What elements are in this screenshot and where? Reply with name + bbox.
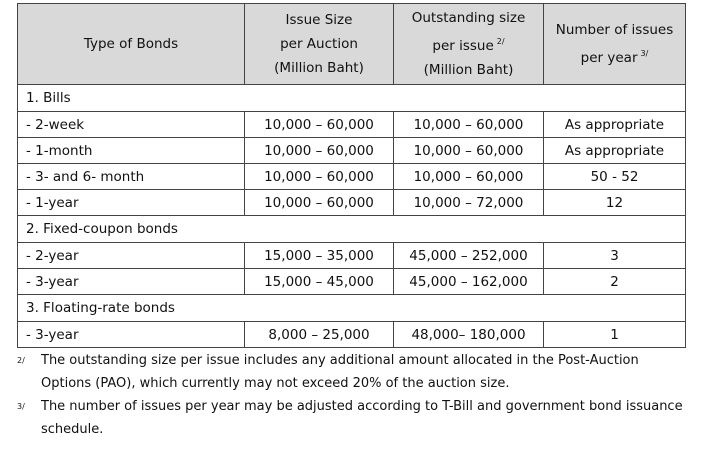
footnote <box>17 395 685 441</box>
section-filler-cell <box>544 295 686 322</box>
section-row <box>18 85 686 112</box>
header-issue-size: Issue Size per Auction (Million Baht) <box>245 4 394 85</box>
issues-per-year-cell: As appropriate <box>544 112 686 138</box>
bond-tenor-cell: - 1-month <box>18 138 245 164</box>
footnote-mark: 3/ <box>17 402 25 411</box>
section-filler-cell <box>394 295 544 322</box>
issues-per-year-cell: 1 <box>544 322 686 348</box>
table-header-row <box>18 4 686 85</box>
outstanding-size-cell: 45,000 – 162,000 <box>394 269 544 295</box>
section-filler-cell <box>394 216 544 243</box>
issues-per-year-cell: 2 <box>544 269 686 295</box>
footnote-ref-3: 3/ <box>640 49 649 58</box>
header-type-of-bonds: Type of Bonds <box>18 4 245 85</box>
table-row <box>18 190 686 216</box>
table-row <box>18 164 686 190</box>
issue-size-cell: 10,000 – 60,000 <box>245 190 394 216</box>
header-number-of-issues: Number of issues per year $^{3/}$ <box>544 4 686 85</box>
bond-tenor-cell: - 2-year <box>18 243 245 269</box>
issues-per-year-cell: 12 <box>544 190 686 216</box>
issues-per-year-cell: 3 <box>544 243 686 269</box>
section-title: 2. Fixed-coupon bonds <box>18 216 245 243</box>
issue-size-cell: 8,000 – 25,000 <box>245 322 394 348</box>
bond-tenor-cell: - 3- and 6- month <box>18 164 245 190</box>
issue-size-cell: 15,000 – 35,000 <box>245 243 394 269</box>
bond-tenor-cell: - 2-week <box>18 112 245 138</box>
outstanding-size-cell: 10,000 – 60,000 <box>394 112 544 138</box>
section-filler-cell <box>245 295 394 322</box>
footnote-text: The outstanding size per issue includes any additional amount allocated in the Post-Auction Options (PAO), which currently may not exceed 20% of the auction size. <box>41 353 639 391</box>
footnote-mark: 2/ <box>17 356 25 365</box>
section-filler-cell <box>245 216 394 243</box>
section-title: 3. Floating-rate bonds <box>18 295 245 322</box>
section-title: 1. Bills <box>18 85 245 112</box>
header-outstanding-size: Outstanding size per issue $^{2/}$ (Million Baht) <box>394 4 544 85</box>
outstanding-size-cell: 10,000 – 72,000 <box>394 190 544 216</box>
table-row <box>18 112 686 138</box>
outstanding-size-cell: 10,000 – 60,000 <box>394 164 544 190</box>
table-row <box>18 138 686 164</box>
bond-tenor-cell: - 3-year <box>18 269 245 295</box>
table-row <box>18 269 686 295</box>
bond-issuance-table <box>17 3 686 348</box>
footnote-text: The number of issues per year may be adjusted according to T-Bill and government bond issuance schedule. <box>41 399 683 437</box>
table-row <box>18 322 686 348</box>
issue-size-cell: 15,000 – 45,000 <box>245 269 394 295</box>
bond-tenor-cell: - 3-year <box>18 322 245 348</box>
footnote <box>17 349 685 395</box>
section-filler-cell <box>544 85 686 112</box>
issues-per-year-cell: As appropriate <box>544 138 686 164</box>
table-row <box>18 243 686 269</box>
issue-size-cell: 10,000 – 60,000 <box>245 112 394 138</box>
section-filler-cell <box>544 216 686 243</box>
issue-size-cell: 10,000 – 60,000 <box>245 164 394 190</box>
outstanding-size-cell: 45,000 – 252,000 <box>394 243 544 269</box>
section-row <box>18 295 686 322</box>
section-row <box>18 216 686 243</box>
issues-per-year-cell: 50 - 52 <box>544 164 686 190</box>
section-filler-cell <box>245 85 394 112</box>
footnotes <box>17 349 685 441</box>
bond-tenor-cell: - 1-year <box>18 190 245 216</box>
issue-size-cell: 10,000 – 60,000 <box>245 138 394 164</box>
footnote-ref-2: 2/ <box>496 37 505 46</box>
section-filler-cell <box>394 85 544 112</box>
outstanding-size-cell: 10,000 – 60,000 <box>394 138 544 164</box>
outstanding-size-cell: 48,000– 180,000 <box>394 322 544 348</box>
